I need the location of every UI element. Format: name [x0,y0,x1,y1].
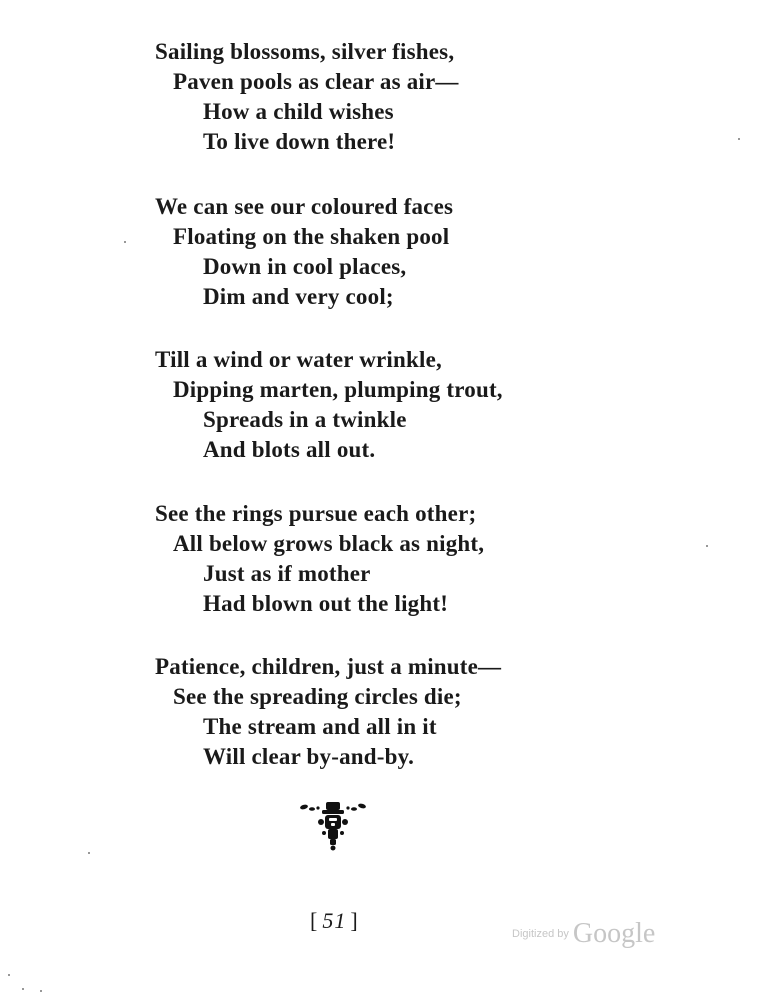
scan-speck [738,138,740,140]
stanza-2 [155,192,675,312]
poem-line: Just as if mother [203,561,371,586]
poem-line: See the spreading circles die; [173,684,462,709]
scan-speck [22,988,24,990]
scan-speck [88,852,90,854]
poem-line: Dim and very cool; [203,284,394,309]
scan-speck [8,974,10,976]
watermark-brand: Google [572,918,656,949]
poem-line: We can see our coloured faces [155,194,454,219]
poem-line: Had blown out the light! [203,591,449,616]
page-number [310,908,359,934]
digitized-watermark [512,918,655,950]
scan-speck [40,990,42,992]
stanza-3 [155,345,675,465]
poem-line: All below grows black as night, [173,531,485,556]
page-number-value: 51 [322,908,347,933]
floral-tailpiece-icon [298,800,368,852]
page-bracket-open: [ [310,908,319,933]
poem-line: Spreads in a twinkle [203,407,407,432]
page-bracket-close: ] [350,908,359,933]
poem-line: Patience, children, just a minute— [155,654,502,679]
poem-line: The stream and all in it [203,714,437,739]
poem-line: And blots all out. [203,437,376,462]
poem-line: Down in cool places, [203,254,407,279]
watermark-prefix: Digitized by [512,928,569,940]
poem-line: Sailing blossoms, silver fishes, [155,39,455,64]
poem-line: Till a wind or water wrinkle, [155,347,442,372]
poem-line: Paven pools as clear as air— [173,69,459,94]
poem-line: How a child wishes [203,99,394,124]
poem-line: See the rings pursue each other; [155,501,477,526]
poem-line: To live down there! [203,129,396,154]
poem-line: Floating on the shaken pool [173,224,450,249]
poem-line: Will clear by-and-by. [203,744,415,769]
scan-speck [706,545,708,547]
scan-speck [124,241,126,243]
stanza-1 [155,37,675,157]
stanza-5 [155,652,675,772]
poem-line: Dipping marten, plumping trout, [173,377,503,402]
stanza-4 [155,499,675,619]
